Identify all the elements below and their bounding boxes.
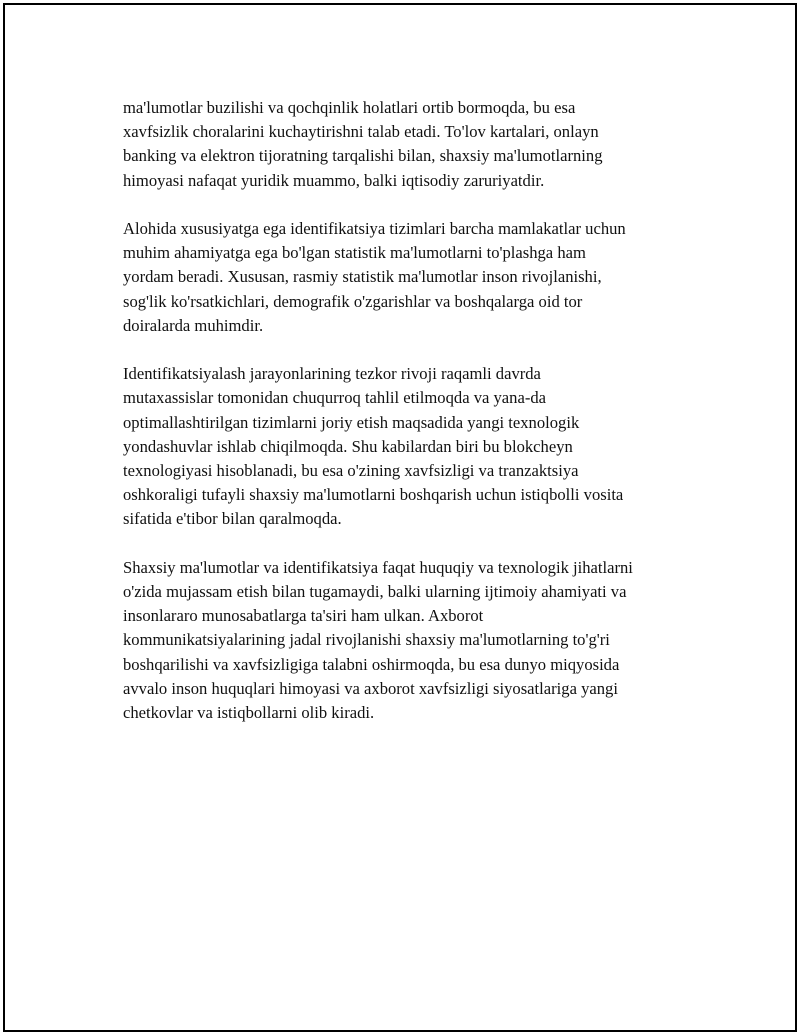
paragraph-4: Shaxsiy ma'lumotlar va identifikatsiya faqat huquqiy va texnologik jihatlarni o'zida mujassam etish bilan tugamaydi, balki ularning ijtimoiy ahamiyati va insonlararo munosabatlarga ta'siri ham ulkan. Axborot kommunikatsiyalarining jadal rivojlanishi shaxsiy ma'lumotlarning to'g'ri boshqarilishi va xavfsizligiga talabni oshirmoqda, bu esa dunyo miqyosida avvalo inson huquqlari himoyasi va axborot xavfsizligi siyosatlariga yangi chetkovlar va istiqbollarni olib kiradi. <box>123 557 633 723</box>
paragraph-1: ma'lumotlar buzilishi va qochqinlik holatlari ortib bormoqda, bu esa xavfsizlik choralarini kuchaytirishni talab etadi. To'lov kartalari, onlayn banking va elektron tijoratning tarqalishi bilan, shaxsiy ma'lumotlarning himoyasi nafaqat yuridik muammo, balki iqtisodiy zaruriyatdir. <box>123 98 603 190</box>
paragraph-3: Identifikatsiyalash jarayonlarining tezkor rivoji raqamli davrda mutaxassislar tomonidan chuqurroq tahlil etilmoqda va yana-da optimallashtirilgan tizimlarni joriy etish maqsadida yangi texnologik yondashuvlar ishlab chiqilmoqda. Shu kabilardan biri bu blokcheyn texnologiyasi hisoblanadi, bu esa o'zining xavfsizligi va tranzaktsiya oshkoraligi tufayli shaxsiy ma'lumotlarni boshqarish uchun istiqbolli vosita sifatida e'tibor bilan qaralmoqda. <box>123 364 624 529</box>
document-body <box>123 96 713 749</box>
page-border <box>3 3 797 1032</box>
paragraph-2: Alohida xususiyatga ega identifikatsiya tizimlari barcha mamlakatlar uchun muhim ahamiyatga ega bo'lgan statistik ma'lumotlarni to'plashga ham yordam beradi. Xususan, rasmiy statistik ma'lumotlar inson rivojlanishi, sog'lik ko'rsatkichlari, demografik o'zgarishlar va boshqalarga oid tor doiralarda muhimdir. <box>123 219 626 335</box>
